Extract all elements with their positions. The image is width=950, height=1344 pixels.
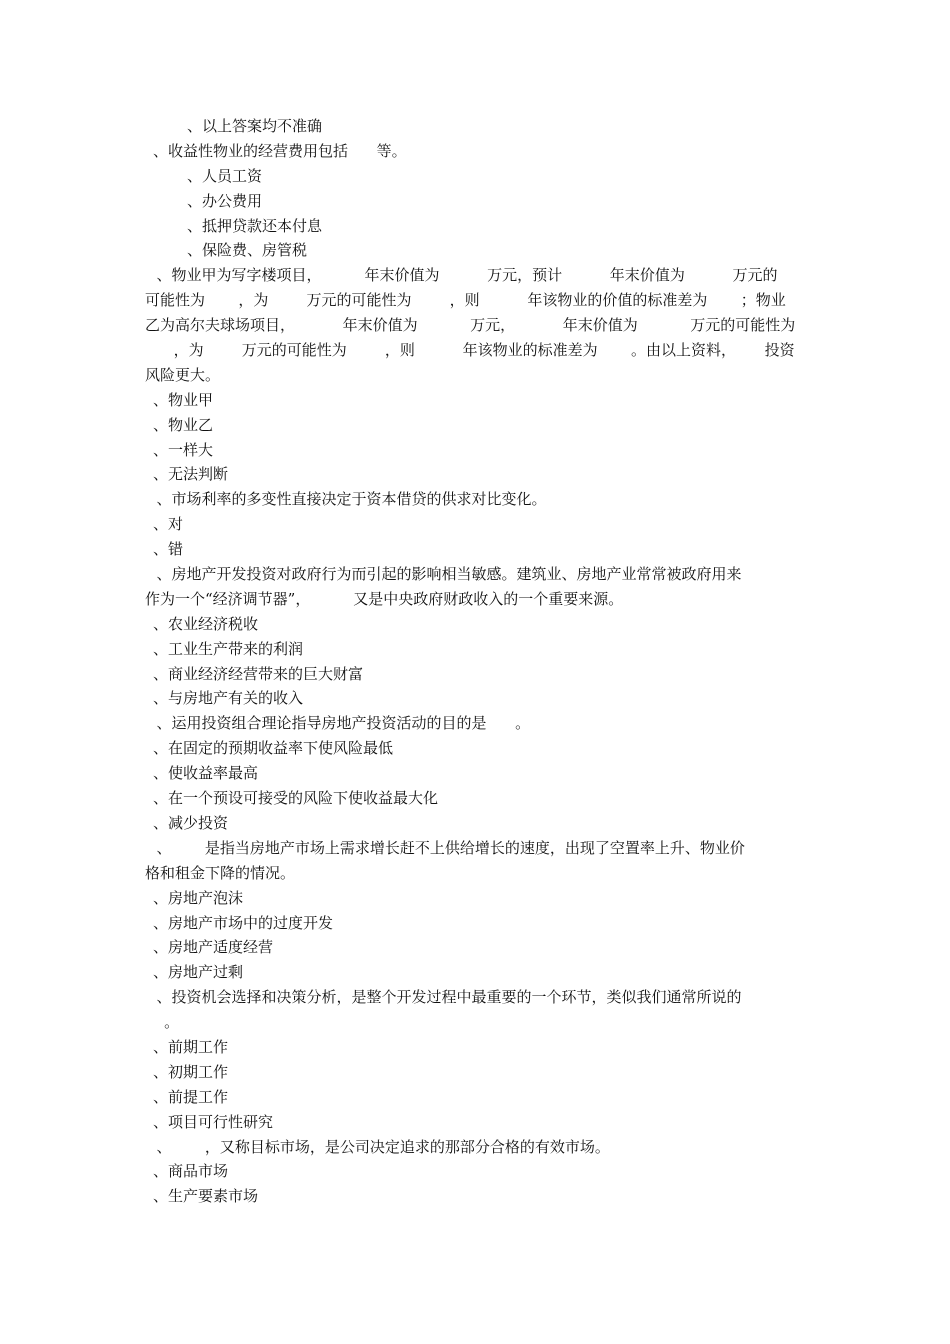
text-line: 、抵押贷款还本付息 [187,216,323,235]
text-line: 、项目可行性研究 [153,1112,274,1131]
text-line: 乙为高尔夫球场项目， 年末价值为 万元， 年末价值为 万元的可能性为 [145,316,796,335]
text-line: 、办公费用 [187,191,263,210]
text-line: 、收益性物业的经营费用包括 等。 [153,141,407,160]
text-line: 、在固定的预期收益率下使风险最低 [153,739,394,758]
text-line: 、投资机会选择和决策分析，是整个开发过程中最重要的一个环节，类似我们通常所说的 [147,988,742,1007]
document-body [145,114,809,1209]
text-line: 、房地产泡沫 [153,888,244,907]
text-line: 、农业经济税收 [153,614,259,633]
text-line: 、商品市场 [153,1162,229,1181]
text-line: 、工业生产带来的利润 [153,639,304,658]
text-line: 、对 [153,515,184,534]
text-line: 、 是指当房地产市场上需求增长赶不上供给增长的速度，出现了空置率上升、物业价 [147,838,745,857]
text-line: 、人员工资 [187,166,263,185]
text-line: 、生产要素市场 [153,1187,259,1206]
text-line: 、 ，又称目标市场，是公司决定追求的那部分合格的有效市场。 [147,1137,610,1156]
text-line: 、与房地产有关的收入 [153,689,304,708]
text-line: 可能性为 ，为 万元的可能性为 ，则 年该物业的价值的标准差为 ；物业 [145,291,786,310]
text-line: 、物业乙 [153,415,214,434]
text-line: 、使收益率最高 [153,764,259,783]
text-line: 、房地产开发投资对政府行为而引起的影响相当敏感。建筑业、房地产业常常被政府用来 [147,565,742,584]
text-line: 、保险费、房管税 [187,241,308,260]
text-line: 、一样大 [153,440,214,459]
text-line: 、房地产过剩 [153,963,244,982]
text-line: 、商业经济经营带来的巨大财富 [153,664,364,683]
text-line: 格和租金下降的情况。 [145,863,296,882]
text-line: 、以上答案均不准确 [187,117,323,135]
text-line: 、前期工作 [153,1037,229,1056]
text-line: ，为 万元的可能性为 ，则 年该物业的标准差为 。由以上资料， 投资 [145,341,795,360]
text-line: 作为一个“经济调节器”， 又是中央政府财政收入的一个重要来源。 [145,589,624,608]
text-line: 、物业甲为写字楼项目， 年末价值为 万元，预计 年末价值为 万元的 [147,266,778,285]
text-line: 。 [145,1013,180,1032]
text-line: 、运用投资组合理论指导房地产投资活动的目的是 。 [147,714,531,733]
text-line: 、错 [153,540,184,559]
text-line: 、物业甲 [153,390,214,409]
text-line: 风险更大。 [145,365,221,384]
text-line: 、初期工作 [153,1062,229,1081]
text-line: 、在一个预设可接受的风险下使收益最大化 [153,789,439,808]
text-line: 、前提工作 [153,1087,229,1106]
text-line: 、无法判断 [153,465,229,484]
text-line: 、减少投资 [153,813,229,832]
text-line: 、市场利率的多变性直接决定于资本借贷的供求对比变化。 [147,490,547,509]
text-line: 、房地产市场中的过度开发 [153,913,334,932]
text-line: 、房地产适度经营 [153,938,274,957]
